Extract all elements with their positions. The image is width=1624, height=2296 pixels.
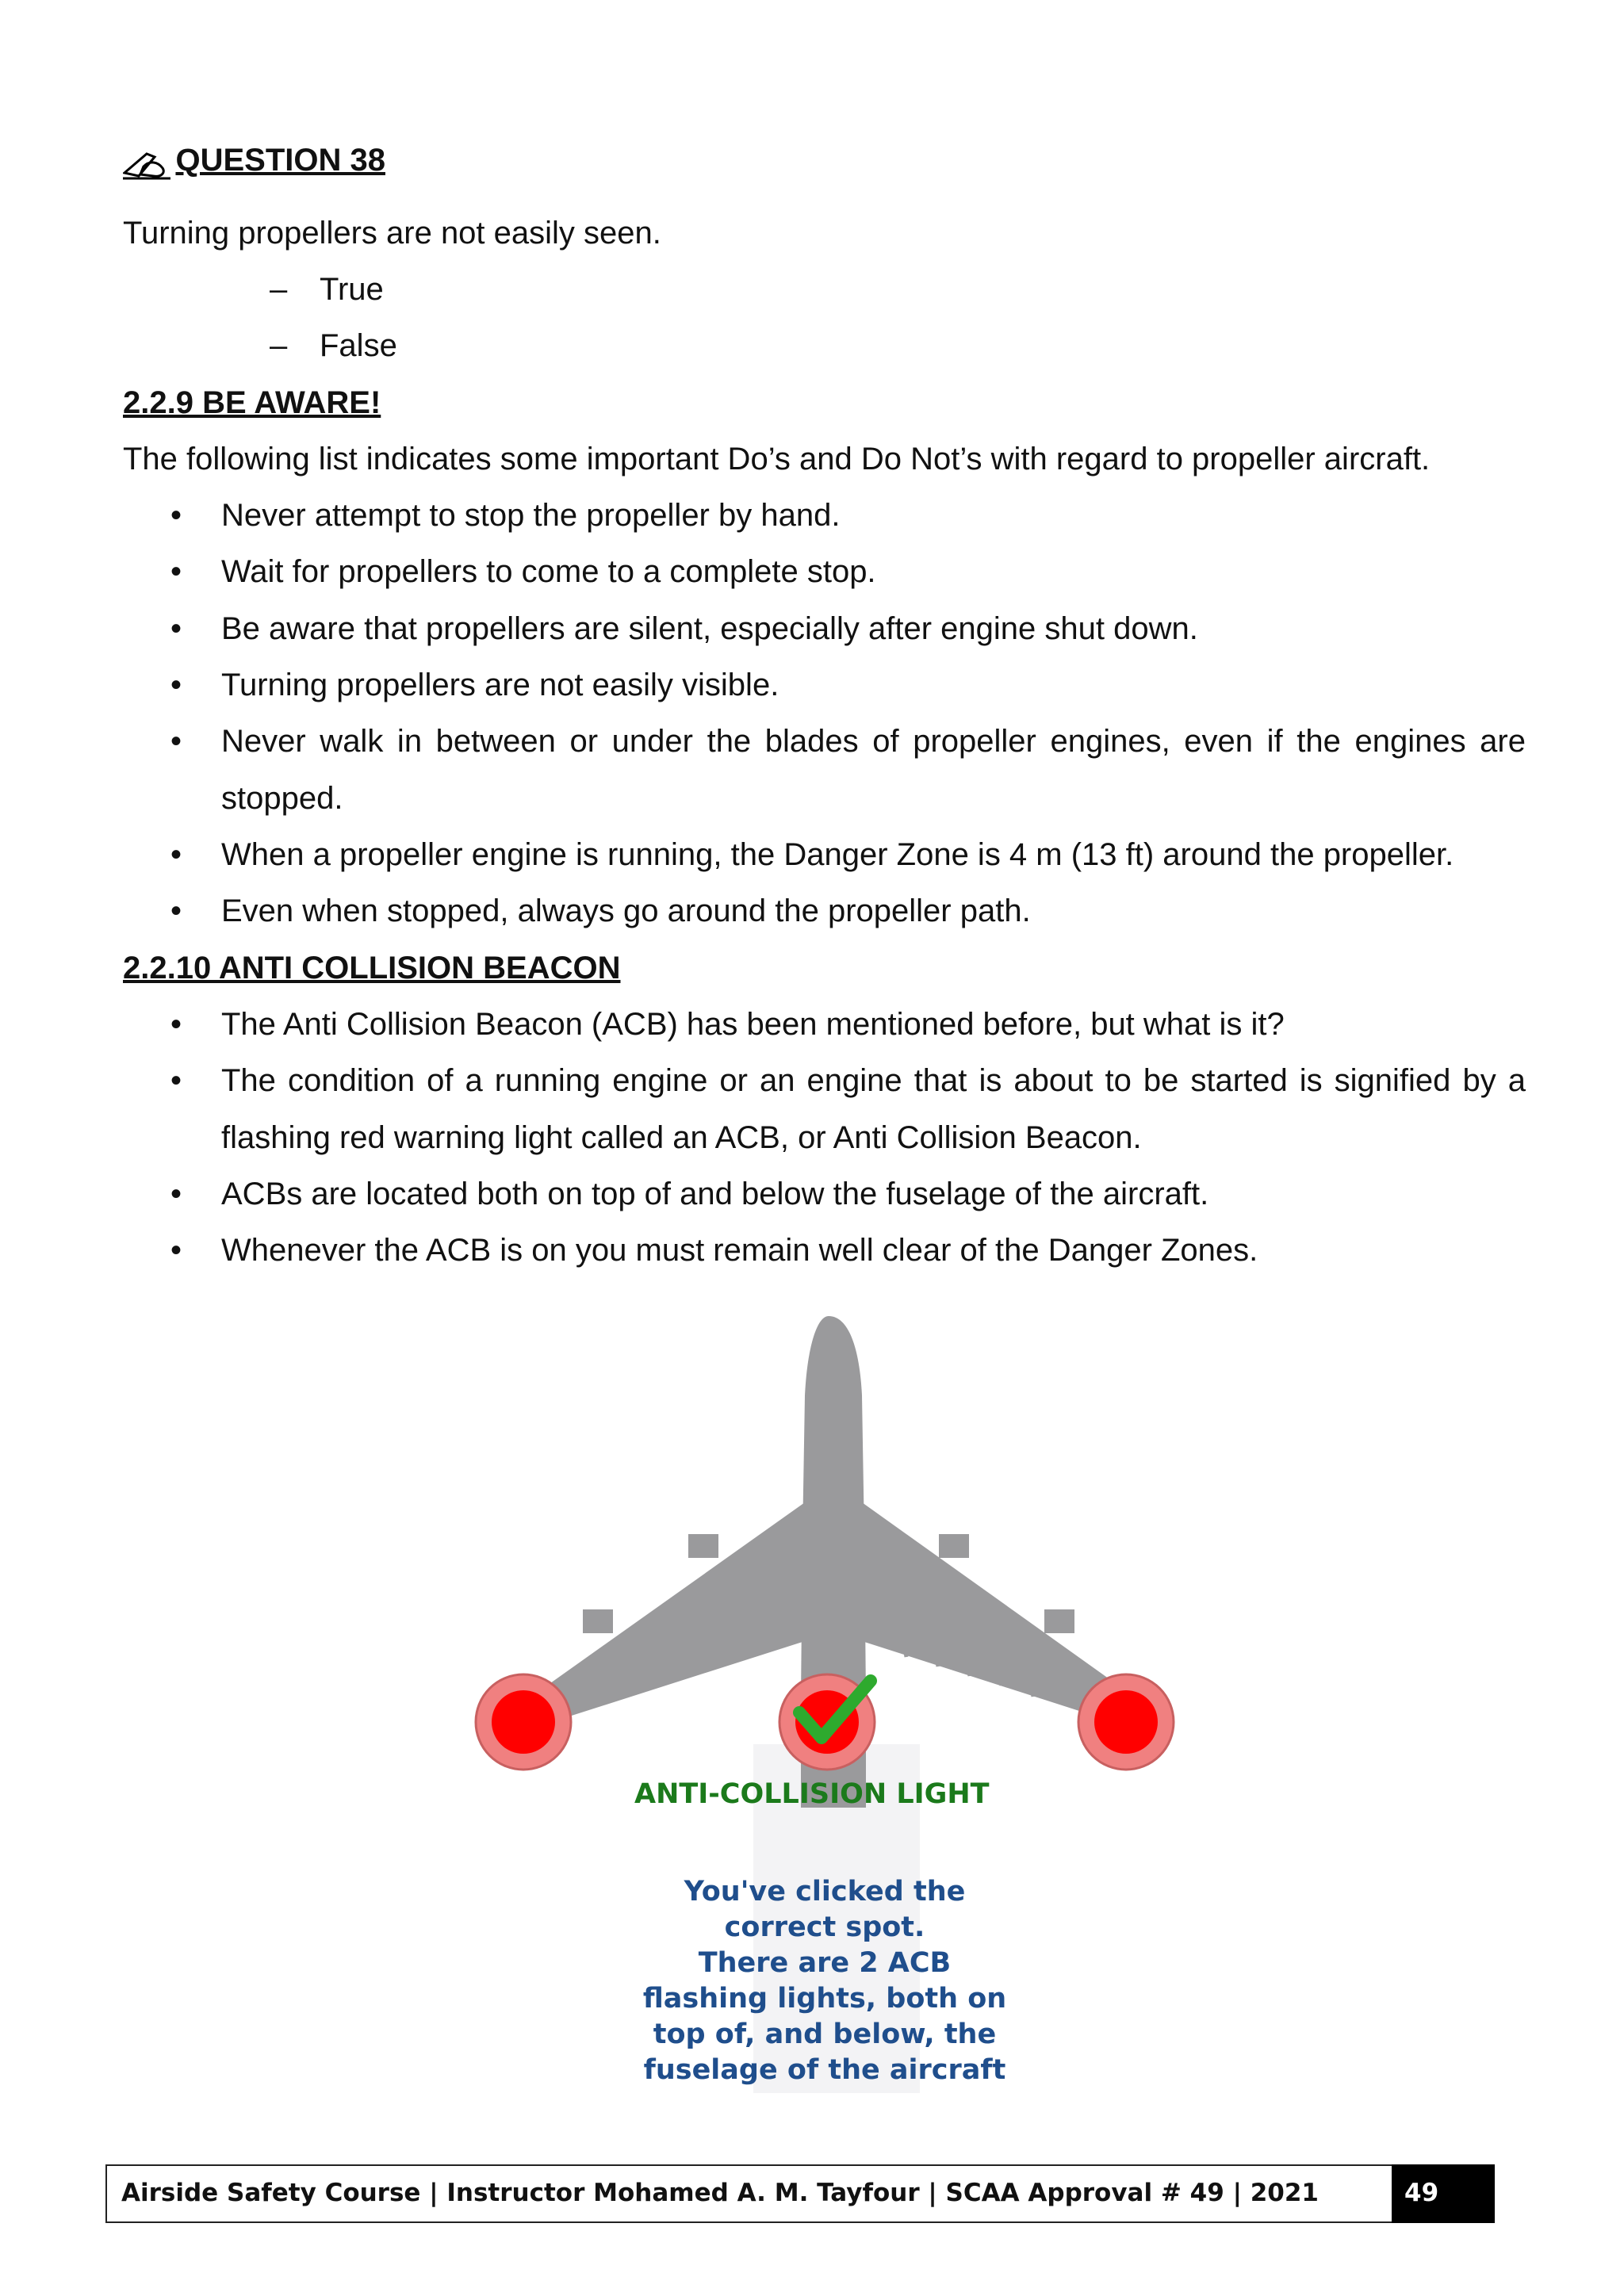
bullet-dot: •	[170, 1233, 182, 1268]
bullet-dot: •	[170, 1063, 182, 1098]
list-item-continuation: stopped.	[221, 781, 343, 816]
message-line: fuselage of the aircraft	[643, 2054, 1006, 2086]
list-item: Even when stopped, always go around the propeller path.	[221, 894, 1031, 928]
footer	[105, 2164, 1495, 2223]
message-line: There are 2 ACB	[698, 1947, 952, 1979]
bullet-dot: •	[170, 1007, 182, 1042]
list-item: When a propeller engine is running, the Danger Zone is 4 m (13 ft) around the propeller.	[221, 837, 1454, 872]
engine-right-inner	[939, 1534, 969, 1558]
question-text: Turning propellers are not easily seen.	[123, 216, 661, 251]
list-item: The Anti Collision Beacon (ACB) has been mentioned before, but what is it?	[221, 1007, 1285, 1042]
bullet-dot: •	[170, 611, 182, 646]
beacon-left[interactable]	[476, 1674, 571, 1770]
option-dash: –	[270, 328, 288, 363]
section-heading-acb: 2.2.10 ANTI COLLISION BEACON	[123, 951, 621, 985]
beacon-right[interactable]	[1078, 1674, 1174, 1770]
list-item: ACBs are located both on top of and below the fuselage of the aircraft.	[221, 1177, 1209, 1211]
engine-left-outer	[583, 1609, 613, 1633]
engine-left-inner	[688, 1534, 718, 1558]
figure-label: ANTI-COLLISION LIGHT	[634, 1778, 990, 1810]
page-number	[1392, 2164, 1495, 2223]
bullet-dot: •	[170, 837, 182, 872]
list-item: Wait for propellers to come to a complete stop.	[221, 554, 876, 589]
list-item: The condition of a running engine or an engine that is about to be started is signified by a	[221, 1063, 1526, 1098]
figure-message	[603, 1874, 1047, 2088]
bullet-dot: •	[170, 554, 182, 589]
message-line: top of, and below, the	[653, 2019, 997, 2050]
section-heading-be-aware: 2.2.9 BE AWARE!	[123, 385, 381, 420]
option-dash: –	[270, 272, 288, 307]
page-number-value: 49	[1404, 2179, 1439, 2207]
bullet-dot: •	[170, 668, 182, 702]
option-false: False	[320, 328, 397, 363]
message-line: You've clicked the	[684, 1876, 966, 1908]
bullet-dot: •	[170, 894, 182, 928]
bullet-dot: •	[170, 1177, 182, 1211]
hand-writing-icon	[123, 149, 172, 185]
message-line: flashing lights, both on	[642, 1983, 1007, 2015]
engine-right-outer	[1044, 1609, 1074, 1633]
option-true: True	[320, 272, 384, 307]
footer-text: Airside Safety Course | Instructor Mohamed A. M. Tayfour | SCAA Approval # 49 | 2021	[121, 2179, 1319, 2207]
message-line: correct spot.	[724, 1911, 925, 1943]
list-item: Never walk in between or under the blades of propeller engines, even if the engines are	[221, 724, 1526, 759]
section-intro: The following list indicates some important Do’s and Do Not’s with regard to propeller aircraft.	[123, 442, 1431, 476]
list-item: Whenever the ACB is on you must remain well clear of the Danger Zones.	[221, 1233, 1258, 1268]
question-heading	[123, 132, 385, 189]
list-item-continuation: flashing red warning light called an ACB, or Anti Collision Beacon.	[221, 1120, 1142, 1155]
list-item: Be aware that propellers are silent, especially after engine shut down.	[221, 611, 1198, 646]
bullet-dot: •	[170, 498, 182, 533]
bullet-dot: •	[170, 724, 182, 759]
list-item: Turning propellers are not easily visible.	[221, 668, 779, 702]
list-item: Never attempt to stop the propeller by hand.	[221, 498, 841, 533]
question-title: QUESTION 38	[175, 143, 385, 178]
